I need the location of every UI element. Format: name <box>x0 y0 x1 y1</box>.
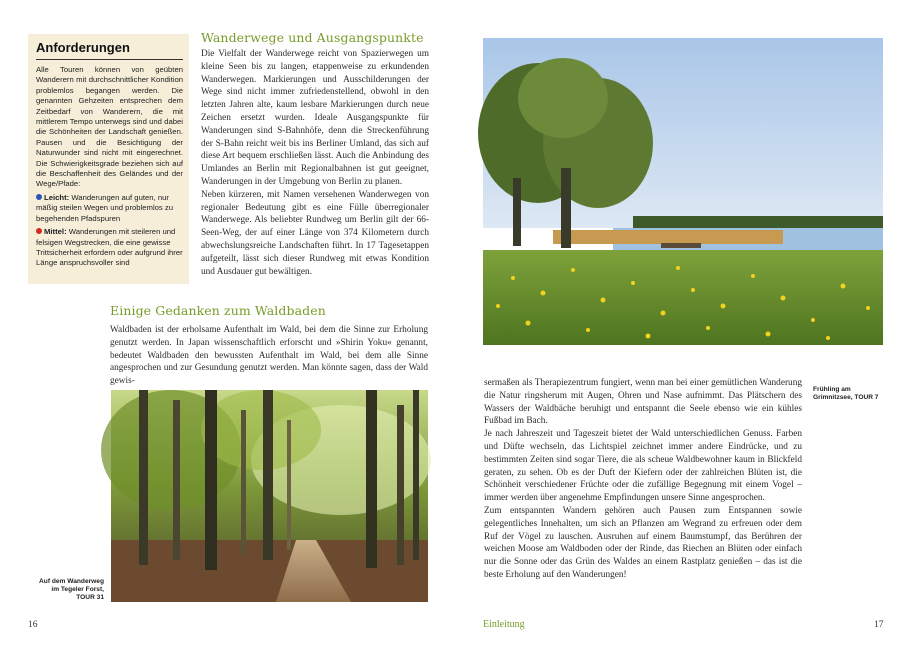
forest-photo <box>111 390 428 602</box>
page-number-right: 17 <box>874 620 884 630</box>
difficulty-easy <box>36 193 183 224</box>
requirements-title: Anforderungen <box>36 40 183 60</box>
trails-paragraph: Neben kürzeren, mit Namen versehenen Wanderwegen von regionaler Bedeutung gibt es eine Fülle überregionaler Wanderwege. Als beliebter Rundweg um Berlin gilt der 66-Seen-Weg, der auf einer Länge von 374 Kilometern durch abwechslungsreiche Landschaften führt. In 17 Tagesetappen aufgeteilt, lässt sich dieser Rundweg mit etwas Kondition und Ausdauer gut bewältigen. <box>201 189 429 277</box>
forest-bathing-paragraph: Je nach Jahreszeit und Tageszeit bietet der Wald unterschiedlichen Genuss. Farben und Düfte wechseln, das Lichtspiel zeichnet immer andere Eindrücke, und zu bestimmten Zeiten sind sogar Tiere, die als scheue Waldbewohner kaum in Blickfeld geraten, zu sehen. Ob es der Duft der Kiefern oder der zahlreichen Blüten ist, die Schönheit verschiedener Früchte oder die zufällige Begegnung mit einem Vogel – immer werden über angenehme Empfindungen unsere Sinne angesprochen. <box>484 429 802 504</box>
difficulty-medium <box>36 227 183 269</box>
caption-line: Grimnitzsee, TOUR 7 <box>813 394 879 402</box>
heading-trails: Wanderwege und Ausgangspunkte <box>201 30 424 45</box>
requirements-text: Alle Touren können von geübten Wanderern mit durchschnittlicher Kondition problemlos begangen werden. Die genannten Gehzeiten entsprechen dem Zeitbedarf von Wanderern, die mit mittlerem Tempo unterwegs sind und dabei die Schönheiten der Landschaft genießen. Pausen und die Besichtigung der Naturwunder sind nicht mit eingerechnet. Die Schwierigkeitsgrade beziehen sich auf die Beschaffenheit des Geländes und der Wege/Pfade: <box>36 65 183 189</box>
trails-body <box>201 48 429 294</box>
blue-dot-icon <box>36 194 42 200</box>
trails-paragraph: Die Vielfalt der Wanderwege reicht von Spazierwegen um kleine Seen bis zu langen, etappenweise zu erkundenden Wanderwegen. Markierungen und Ausschilderungen der Wege sind nicht immer zufriedenstellend, obwohl in den letzten Jahren alte, kaum lesbare Markierungen durch neue Zeichen ersetzt wurden. Ideale Ausgangspunkte für Wanderungen sind S-Bahnhöfe, denn die Streckenführung der S-Bahn reicht weit bis ins Berliner Umland, das sich auf diese Art bequem erschließen lässt. Auch die Anbindung des Umlandes an Berlin mit Regionalbahnen ist gut geeignet, Wanderungen in der Umgebung von Berlin zu planen. <box>201 49 429 187</box>
caption-line: im Tegeler Forst, <box>51 586 104 594</box>
forest-bathing-paragraph: sermaßen als Therapiezentrum fungiert, wenn man bei einer gemütlichen Wanderung die Natur ringsherum mit Augen, Ohren und Nase aufnimmt. Das Plätschern des Wassers der Waldbäche beruhigt und entspannt die Seele ebenso wie ein kühles Fußbad im Bach. <box>484 378 802 427</box>
running-head: Einleitung <box>483 619 525 630</box>
page-number-left: 16 <box>28 620 38 630</box>
forest-caption <box>24 578 104 603</box>
lake-photo <box>483 38 883 345</box>
difficulty-medium-text: Wanderungen mit steileren und felsigen Wegstrecken, die eine gewisse Trittsicherheit erfordern oder aufgrund ihrer Länge anspruchsvoller sind <box>36 227 183 268</box>
caption-line: TOUR 31 <box>76 594 104 602</box>
difficulty-medium-key: Mittel: <box>44 227 67 237</box>
forest-bathing-intro <box>110 324 428 387</box>
difficulty-easy-key: Leicht: <box>44 192 70 202</box>
difficulty-easy-text: Wanderungen auf guten, nur mäßig steilen Wegen und problemlos zu begehenden Pfadspuren <box>36 192 174 223</box>
red-dot-icon <box>36 228 42 234</box>
requirements-box <box>28 34 189 284</box>
forest-bathing-paragraph: Zum entspannten Wandern gehören auch Pausen zum Entspannen sowie gelegentliches Innehalten, um sich an Pflanzen am Wegrand zu erfreuen oder dem Ruf der Vögel zu lauschen. Ausruhen auf einem Baumstumpf, das Berühren der weichen Moose am Waldboden oder der Rinde, das Riechen an Blüten oder einfach nur die Sonne oder das Grün des Waldes an einem Rastplatz genießen – das ist die beste Erholung auf den Wanderungen! <box>484 505 802 580</box>
caption-line: Auf dem Wanderweg <box>39 578 104 585</box>
lake-caption <box>813 386 893 402</box>
caption-line: Frühling am <box>813 386 851 393</box>
forest-bathing-paragraph: Waldbaden ist der erholsame Aufenthalt im Wald, bei dem die Sinne zur Erholung genutzt werden. In Japan wissenschaftlich erforscht und »Shirin Yoku« genannt, bedeutet Waldbaden den bewussten Aufenthalt im Wald, bei dem alle Sinne angesprochen und zur Gesundung genutzt werden. Man könnte sagen, dass der Wald gewis- <box>110 325 428 387</box>
forest-bathing-continuation <box>484 377 802 605</box>
heading-forest-bathing: Einige Gedanken zum Waldbaden <box>110 303 326 318</box>
